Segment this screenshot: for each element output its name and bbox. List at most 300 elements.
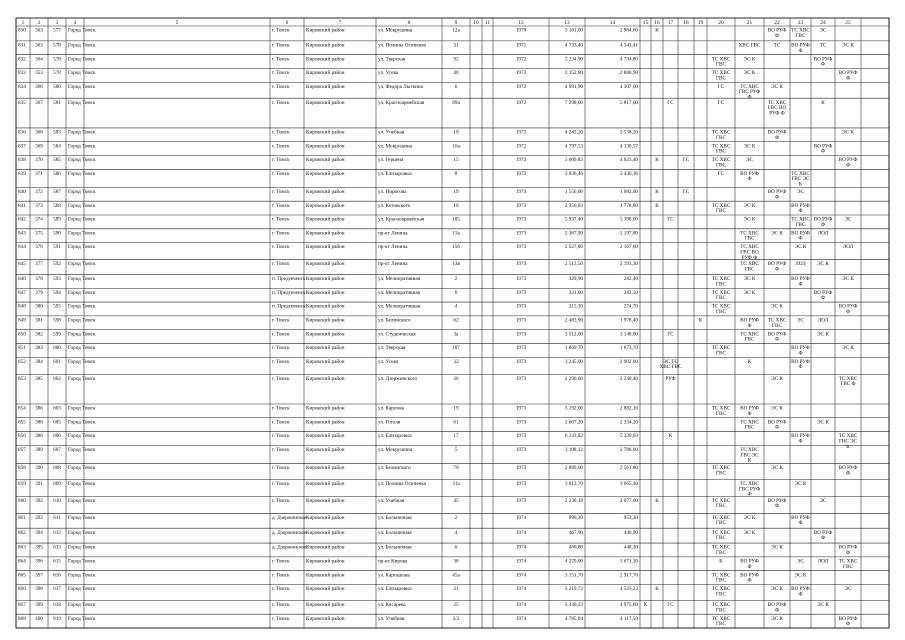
cell-house-number: 4 bbox=[454, 529, 458, 536]
cell-row-number: 854 bbox=[18, 405, 26, 412]
cell-work-type bbox=[718, 171, 725, 177]
cell-index-b: 606 bbox=[53, 433, 61, 440]
cell-municipality: Город Томск bbox=[68, 27, 96, 34]
cell-year: 1973 bbox=[515, 480, 527, 487]
cell-index-b: 578 bbox=[53, 42, 61, 49]
cell-work-type-line: ГВС bbox=[716, 308, 726, 315]
cell-total-area: 480,80 bbox=[568, 544, 583, 551]
cell-year: 1973 bbox=[515, 276, 527, 283]
cell-year: 1973 bbox=[515, 375, 527, 382]
cell-work-type bbox=[667, 100, 674, 106]
cell-locality: п. Предтеченск bbox=[272, 276, 306, 283]
cell-work-type-line: ВО РУФ bbox=[767, 419, 787, 426]
cell-municipality: Город Томск bbox=[68, 601, 96, 608]
cell-street: ул. Учебная bbox=[378, 497, 405, 504]
cell-row-number: 842 bbox=[18, 216, 26, 223]
cell-municipality: Город Томск bbox=[68, 514, 96, 521]
cell-index-b: 599 bbox=[53, 331, 61, 338]
cell-house-number: 15б bbox=[452, 244, 460, 251]
cell-work-type bbox=[845, 586, 852, 592]
cell-work-type-line: ГВС bbox=[716, 162, 726, 169]
cell-work-type-line: ЭС bbox=[797, 317, 804, 324]
cell-work-type-line: К bbox=[655, 157, 659, 164]
cell-work-type-line: ЛОЛ bbox=[817, 558, 829, 565]
cell-work-type-line: ГВС Ф bbox=[840, 381, 856, 388]
cell-row-number: 861 bbox=[18, 514, 26, 521]
cell-work-type-line: ЭС К bbox=[743, 276, 756, 283]
cell-municipality: Город Томск bbox=[68, 446, 96, 453]
cell-index-b: 589 bbox=[53, 216, 61, 223]
cell-work-type-line: ГВС РУФ bbox=[738, 486, 761, 493]
cell-year: 1973 bbox=[515, 230, 527, 237]
cell-living-area: 2 077,00 bbox=[619, 497, 638, 504]
cell-work-type bbox=[814, 217, 833, 228]
cell-locality: г. Томск bbox=[272, 170, 290, 177]
cell-row-number: 867 bbox=[18, 601, 26, 608]
cell-index-b: 618 bbox=[53, 601, 61, 608]
cell-work-type-line: ВО РУФ bbox=[767, 188, 787, 195]
cell-total-area: 315,30 bbox=[568, 303, 583, 310]
cell-total-area: 467,90 bbox=[568, 529, 583, 536]
cell-work-type-line: ВО РУФ bbox=[767, 331, 787, 338]
cell-work-type-line: ЭС bbox=[819, 27, 827, 34]
cell-work-type bbox=[712, 276, 731, 287]
cell-work-type-line: ВО РУФ bbox=[791, 358, 810, 365]
cell-work-type-line: ЭС К bbox=[743, 289, 756, 296]
cell-index-b: 598 bbox=[53, 317, 61, 324]
cell-street: ул. Учебная bbox=[378, 615, 405, 622]
cell-work-type-line: ВО РУФ bbox=[813, 216, 833, 223]
cell-work-type-line: ЭС bbox=[819, 497, 827, 504]
cell-work-type bbox=[771, 465, 783, 471]
column-number-header: 6 bbox=[285, 20, 289, 26]
cell-municipality: Город Томск bbox=[68, 289, 96, 296]
cell-index-b: 602 bbox=[53, 375, 61, 382]
cell-work-type bbox=[712, 290, 731, 301]
cell-index-a: 384 bbox=[35, 358, 43, 365]
cell-year: 1972 bbox=[515, 157, 527, 164]
cell-year: 1974 bbox=[515, 529, 527, 536]
column-number-header: 7 bbox=[338, 20, 342, 26]
cell-work-type-line: ТС ХВС bbox=[711, 70, 731, 77]
cell-district: Кировский район bbox=[306, 303, 345, 310]
cell-district: Кировский район bbox=[306, 244, 345, 251]
cell-locality: д. Дзержинское bbox=[272, 514, 307, 521]
cell-work-type-line: ВО РУФ bbox=[791, 586, 810, 593]
cell-locality: г. Томск bbox=[272, 230, 290, 237]
cell-index-a: 376 bbox=[35, 244, 43, 251]
cell-municipality: Город Томск bbox=[68, 345, 96, 352]
cell-work-type bbox=[748, 359, 752, 365]
cell-street: ул. Мокрушина bbox=[378, 27, 413, 34]
cell-work-type-line: ЭС К bbox=[817, 331, 829, 338]
cell-index-a: 400 bbox=[35, 615, 43, 622]
cell-work-type-line: РУФ Ф bbox=[741, 254, 758, 261]
cell-street: ул. Белинского bbox=[378, 465, 411, 472]
column-number-header: 21 bbox=[746, 20, 753, 26]
cell-index-b: 583 bbox=[53, 129, 61, 136]
cell-index-a: 386 bbox=[35, 405, 43, 412]
cell-street: ул. Федора Лыткина bbox=[378, 83, 423, 90]
cell-street: ул. Полины Осипенко bbox=[378, 480, 427, 487]
cell-municipality: Город Томск bbox=[68, 615, 96, 622]
cell-work-type bbox=[740, 406, 759, 417]
cell-living-area: 3 538,20 bbox=[619, 129, 638, 136]
cell-locality: г. Томск bbox=[272, 331, 290, 338]
cell-work-type-line: ГВС bbox=[744, 336, 755, 343]
cell-street: ул. Котовского bbox=[378, 202, 411, 209]
cell-row-number: 857 bbox=[18, 446, 26, 453]
cell-work-type bbox=[740, 244, 759, 261]
cell-total-area: 4 991,90 bbox=[564, 83, 583, 90]
cell-work-type bbox=[820, 498, 827, 504]
column-number-header: 8 bbox=[407, 20, 411, 26]
cell-living-area: 2 880,90 bbox=[619, 70, 638, 77]
cell-work-type-line: ЭС К bbox=[743, 216, 756, 223]
cell-work-type bbox=[655, 189, 659, 195]
cell-work-type bbox=[791, 217, 810, 228]
cell-index-a: 392 bbox=[35, 497, 43, 504]
cell-locality: г. Томск bbox=[272, 433, 290, 440]
cell-work-type bbox=[768, 317, 787, 328]
cell-work-type-line: ТС ХВС bbox=[838, 433, 858, 440]
cell-district: Кировский район bbox=[306, 99, 345, 106]
cell-work-type bbox=[791, 171, 810, 188]
cell-index-b: 584 bbox=[53, 143, 61, 150]
cell-work-type-line: ГВС ЭС bbox=[791, 176, 810, 183]
cell-locality: г. Томск bbox=[272, 188, 290, 195]
cell-row-number: 837 bbox=[18, 143, 26, 150]
cell-work-type-line: ГВС bbox=[716, 621, 726, 628]
cell-street: ул. Елизаровых bbox=[378, 170, 413, 177]
cell-district: Кировский район bbox=[306, 529, 345, 536]
cell-work-type-line: ГВС bbox=[716, 295, 726, 302]
cell-work-type bbox=[768, 130, 787, 141]
cell-district: Кировский район bbox=[306, 143, 345, 150]
cell-work-type-line: ВО РУФ bbox=[813, 56, 833, 63]
cell-work-type bbox=[712, 498, 731, 509]
cell-work-type-line: ВО РУФ bbox=[838, 157, 858, 164]
cell-work-type-line: Ф bbox=[747, 94, 752, 101]
cell-work-type-line: Ф bbox=[798, 47, 803, 54]
cell-locality: г. Томск bbox=[272, 157, 290, 164]
cell-municipality: Город Томск bbox=[68, 83, 96, 90]
cell-index-a: 391 bbox=[35, 480, 43, 487]
cell-house-number: 40 bbox=[453, 70, 459, 77]
cell-work-type-line: ГВС bbox=[716, 350, 726, 357]
cell-street: ул. Мелиоративная bbox=[378, 303, 421, 310]
cell-street: ул. Дзержинского bbox=[378, 375, 418, 382]
cell-house-number: 10 bbox=[453, 202, 459, 209]
cell-living-area: 3 665,30 bbox=[619, 480, 638, 487]
cell-work-type bbox=[791, 276, 810, 287]
cell-index-a: 395 bbox=[35, 544, 43, 551]
cell-district: Кировский район bbox=[306, 514, 345, 521]
cell-work-type-line: К bbox=[698, 317, 703, 324]
cell-index-a: 353 bbox=[35, 70, 43, 77]
cell-row-number: 835 bbox=[18, 99, 26, 106]
cell-work-type-line: ТС ХВС bbox=[711, 529, 731, 536]
cell-work-type-line: ГВС bbox=[716, 503, 726, 510]
cell-work-type bbox=[740, 558, 759, 569]
cell-work-type-line: ГВС bbox=[716, 470, 726, 477]
cell-house-number: 3/2 bbox=[452, 615, 460, 622]
cell-work-type-line: Ф bbox=[845, 75, 851, 82]
cell-house-number: 36 bbox=[453, 375, 459, 382]
cell-work-type bbox=[712, 406, 731, 417]
cell-work-type-line: ВО РУФ bbox=[838, 303, 858, 310]
cell-street: ул. Студенческая bbox=[378, 331, 416, 338]
cell-work-type-line: Ф bbox=[774, 32, 780, 39]
cell-row-number: 843 bbox=[18, 230, 26, 237]
cell-living-area: 953,30 bbox=[623, 514, 638, 521]
cell-row-number: 845 bbox=[18, 261, 26, 268]
cell-work-type bbox=[814, 530, 833, 541]
column-number-header: 1 bbox=[21, 20, 25, 26]
cell-work-type-line: ТС ХВС bbox=[791, 216, 810, 223]
cell-work-type-line: ВО РУФ bbox=[767, 497, 787, 504]
cell-work-type-line: ТС ХВС bbox=[740, 331, 759, 338]
cell-row-number: 834 bbox=[18, 83, 26, 90]
cell-total-area: 7 298,00 bbox=[564, 99, 583, 106]
cell-work-type bbox=[797, 189, 804, 195]
cell-index-a: 364 bbox=[35, 56, 43, 63]
cell-street: ул. Елизаровых bbox=[378, 433, 413, 440]
cell-work-type-line: ГС bbox=[682, 188, 690, 195]
cell-work-type bbox=[740, 171, 759, 182]
cell-index-b: 617 bbox=[53, 586, 61, 593]
cell-year: 1974 bbox=[515, 514, 527, 521]
cell-year: 1972 bbox=[515, 143, 527, 150]
cell-district: Кировский район bbox=[306, 317, 345, 324]
cell-street: ул. Белинского bbox=[378, 317, 411, 324]
cell-index-a: 394 bbox=[35, 529, 43, 536]
cell-work-type-line: ВО РУФ bbox=[740, 572, 759, 579]
cell-district: Кировский район bbox=[306, 586, 345, 593]
cell-work-type-line: Ф bbox=[845, 621, 851, 628]
cell-work-type-line: ГВС bbox=[716, 134, 726, 141]
cell-work-type-line: ГВС bbox=[716, 591, 726, 598]
cell-work-type-line: ТС ХВС bbox=[767, 317, 787, 324]
cell-municipality: Город Томск bbox=[68, 188, 96, 195]
cell-total-area: 3 234,90 bbox=[564, 56, 583, 63]
cell-work-type-line: ЭС К bbox=[771, 83, 783, 90]
cell-living-area: 2 561,80 bbox=[619, 465, 638, 472]
cell-work-type-line: Ф bbox=[774, 503, 780, 510]
cell-work-type-line: Ф bbox=[774, 607, 780, 614]
cell-total-area: 2 367,90 bbox=[564, 230, 583, 237]
cell-living-area: 3 671,30 bbox=[619, 558, 638, 565]
cell-work-type-line: ЭС К bbox=[771, 615, 783, 622]
cell-index-b: 616 bbox=[53, 572, 61, 579]
cell-work-type-line: Ф bbox=[820, 148, 826, 155]
cell-index-a: 379 bbox=[35, 289, 43, 296]
cell-municipality: Город Томск bbox=[68, 358, 96, 365]
cell-work-type-line: ГВС bbox=[716, 577, 726, 584]
cell-street: ул. Косарева bbox=[378, 601, 406, 608]
cell-total-area: 3 108,12 bbox=[564, 446, 583, 453]
cell-work-type bbox=[768, 602, 787, 613]
cell-house-number: 13в bbox=[452, 261, 460, 268]
cell-index-a: 366 bbox=[35, 83, 43, 90]
cell-street: ул. Елизаровых bbox=[378, 586, 413, 593]
cell-street: ул. Учебная bbox=[378, 129, 405, 136]
cell-index-a: 375 bbox=[35, 230, 43, 237]
cell-year: 1973 bbox=[515, 202, 527, 209]
cell-house-number: 107 bbox=[452, 345, 460, 352]
cell-work-type-line: ЭС К bbox=[771, 405, 783, 412]
cell-street: пр-кт Ленина bbox=[378, 244, 408, 251]
cell-work-type-line: ВО РУФ bbox=[791, 345, 810, 352]
cell-work-type bbox=[771, 586, 783, 592]
cell-work-type-line: ХВС ГВС bbox=[738, 42, 761, 49]
cell-total-area: 3 013,70 bbox=[564, 480, 583, 487]
cell-work-type-line: ТС ХВС bbox=[740, 480, 759, 487]
cell-work-type bbox=[839, 70, 858, 81]
cell-total-area: 2 513,50 bbox=[564, 261, 583, 268]
cell-index-b: 595 bbox=[53, 303, 61, 310]
cell-living-area: 2 193,30 bbox=[619, 261, 638, 268]
cell-index-b: 605 bbox=[53, 419, 61, 426]
cell-year: 1973 bbox=[515, 433, 527, 440]
cell-work-type-line: Ф bbox=[774, 194, 780, 201]
cell-work-type-line: ТС ХВС bbox=[838, 558, 858, 565]
cell-total-area: 1 869,70 bbox=[564, 345, 583, 352]
cell-district: Кировский район bbox=[306, 615, 345, 622]
cell-total-area: 6 133,82 bbox=[564, 433, 583, 440]
cell-work-type-line: ЭС К bbox=[771, 544, 783, 551]
cell-work-type-line: ЭС К bbox=[794, 572, 807, 579]
cell-work-type-line: ВО РУФ bbox=[813, 143, 833, 150]
cell-year: 1972 bbox=[515, 99, 527, 106]
cell-row-number: 855 bbox=[18, 419, 26, 426]
cell-work-type bbox=[820, 42, 827, 48]
column-number-header: 2 bbox=[37, 20, 41, 26]
cell-work-type bbox=[712, 304, 731, 315]
cell-work-type bbox=[771, 406, 783, 412]
cell-work-type-line: ЭС К bbox=[794, 480, 807, 487]
cell-work-type bbox=[795, 244, 807, 250]
cell-work-type-line: ВО РУФ bbox=[791, 514, 810, 521]
cell-work-type-line: ГВС ЭС bbox=[838, 438, 858, 445]
cell-work-type-line: Ф bbox=[798, 235, 803, 242]
cell-work-type-line: Ф bbox=[774, 266, 780, 273]
cell-municipality: Город Томск bbox=[68, 276, 96, 283]
cell-locality: г. Томск bbox=[272, 497, 290, 504]
cell-work-type bbox=[744, 56, 756, 62]
cell-house-number: 31 bbox=[453, 586, 459, 593]
cell-work-type-line: ГВС bbox=[716, 61, 726, 68]
cell-work-type-line: ТС ХВС bbox=[711, 303, 731, 310]
cell-work-type bbox=[795, 481, 807, 487]
cell-year: 1974 bbox=[515, 558, 527, 565]
cell-index-a: 363 bbox=[35, 27, 43, 34]
cell-work-type-line: ЭС К bbox=[743, 56, 756, 63]
cell-street: ул. Тверская bbox=[378, 345, 406, 352]
cell-work-type-line: ЭС К bbox=[817, 261, 829, 268]
cell-living-area: 448,30 bbox=[623, 544, 638, 551]
cell-living-area: 5 398,00 bbox=[619, 216, 638, 223]
cell-index-b: 610 bbox=[53, 497, 61, 504]
cell-work-type-line: ГВС bbox=[843, 563, 853, 570]
cell-row-number: 865 bbox=[18, 572, 26, 579]
cell-locality: г. Томск bbox=[272, 216, 290, 223]
cell-municipality: Город Томск bbox=[68, 303, 96, 310]
cell-work-type-line: К bbox=[655, 497, 659, 504]
cell-work-type bbox=[821, 100, 825, 106]
cell-street: ул. Усова bbox=[378, 70, 399, 77]
cell-house-number: 6 bbox=[454, 544, 458, 551]
cell-index-a: 385 bbox=[35, 375, 43, 382]
cell-work-type-line: ТС ХВС bbox=[711, 586, 731, 593]
cell-work-type-line: ЭС К bbox=[743, 529, 756, 536]
cell-work-type-line: ГС bbox=[717, 83, 725, 90]
cell-district: Кировский район bbox=[306, 216, 345, 223]
cell-work-type bbox=[768, 419, 787, 430]
cell-work-type-line: Ф bbox=[774, 336, 780, 343]
cell-work-type bbox=[791, 42, 810, 53]
cell-work-type bbox=[814, 143, 833, 154]
cell-work-type-line: Ф bbox=[845, 549, 851, 556]
cell-total-area: 4 733,40 bbox=[564, 42, 583, 49]
cell-work-type bbox=[712, 586, 731, 597]
cell-house-number: 17 bbox=[453, 433, 459, 440]
cell-work-type-line: ВО РУФ bbox=[791, 276, 810, 283]
cell-work-type bbox=[667, 217, 674, 223]
cell-work-type-line: ВО РУФ bbox=[740, 170, 759, 177]
cell-total-area: 2 889,00 bbox=[564, 465, 583, 472]
cell-work-type-line: К bbox=[846, 443, 850, 450]
cell-work-type-line: ГВС bbox=[716, 549, 726, 556]
cell-living-area: 4 307,00 bbox=[619, 83, 638, 90]
cell-work-type bbox=[797, 317, 804, 323]
column-number-header: 19 bbox=[697, 20, 704, 26]
cell-work-type-line: ТС ХВС bbox=[740, 244, 759, 251]
cell-work-type-line: ТС ХВС bbox=[740, 419, 759, 426]
cell-house-number: 15 bbox=[453, 157, 459, 164]
cell-total-area: 2 483,90 bbox=[564, 317, 583, 324]
cell-work-type bbox=[842, 276, 854, 282]
cell-work-type-line: ГВС bbox=[744, 424, 755, 431]
cell-work-type-line: ГВС bbox=[716, 410, 726, 417]
cell-work-type bbox=[712, 616, 731, 627]
cell-work-type bbox=[712, 465, 731, 476]
cell-municipality: Город Томск bbox=[68, 558, 96, 565]
cell-row-number: 832 bbox=[18, 56, 26, 63]
cell-index-b: 594 bbox=[53, 289, 61, 296]
cell-total-area: 2 527,80 bbox=[564, 244, 583, 251]
cell-row-number: 839 bbox=[18, 170, 26, 177]
cell-work-type-line: Ф bbox=[798, 364, 803, 371]
cell-work-type-line: ГС bbox=[667, 99, 674, 106]
cell-work-type bbox=[817, 602, 829, 608]
cell-index-a: 383 bbox=[35, 345, 43, 352]
column-number-header: 11 bbox=[484, 20, 491, 26]
cell-street: ул. Красноармейская bbox=[378, 216, 425, 223]
cell-work-type bbox=[712, 157, 731, 168]
cell-work-type-line: ГВС bbox=[772, 322, 782, 329]
cell-house-number: 6 bbox=[454, 289, 458, 296]
cell-index-b: 612 bbox=[53, 529, 61, 536]
cell-work-type bbox=[744, 70, 756, 76]
cell-total-area: 4 785,04 bbox=[564, 615, 583, 622]
cell-work-type-line: ВО РУФ bbox=[791, 202, 810, 209]
cell-index-b: 580 bbox=[53, 83, 61, 90]
cell-work-type-line: ХВС ГВС bbox=[659, 364, 682, 371]
cell-work-type bbox=[768, 100, 787, 117]
cell-living-area: 2 882,10 bbox=[619, 405, 638, 412]
cell-work-type-line: К bbox=[655, 586, 659, 593]
